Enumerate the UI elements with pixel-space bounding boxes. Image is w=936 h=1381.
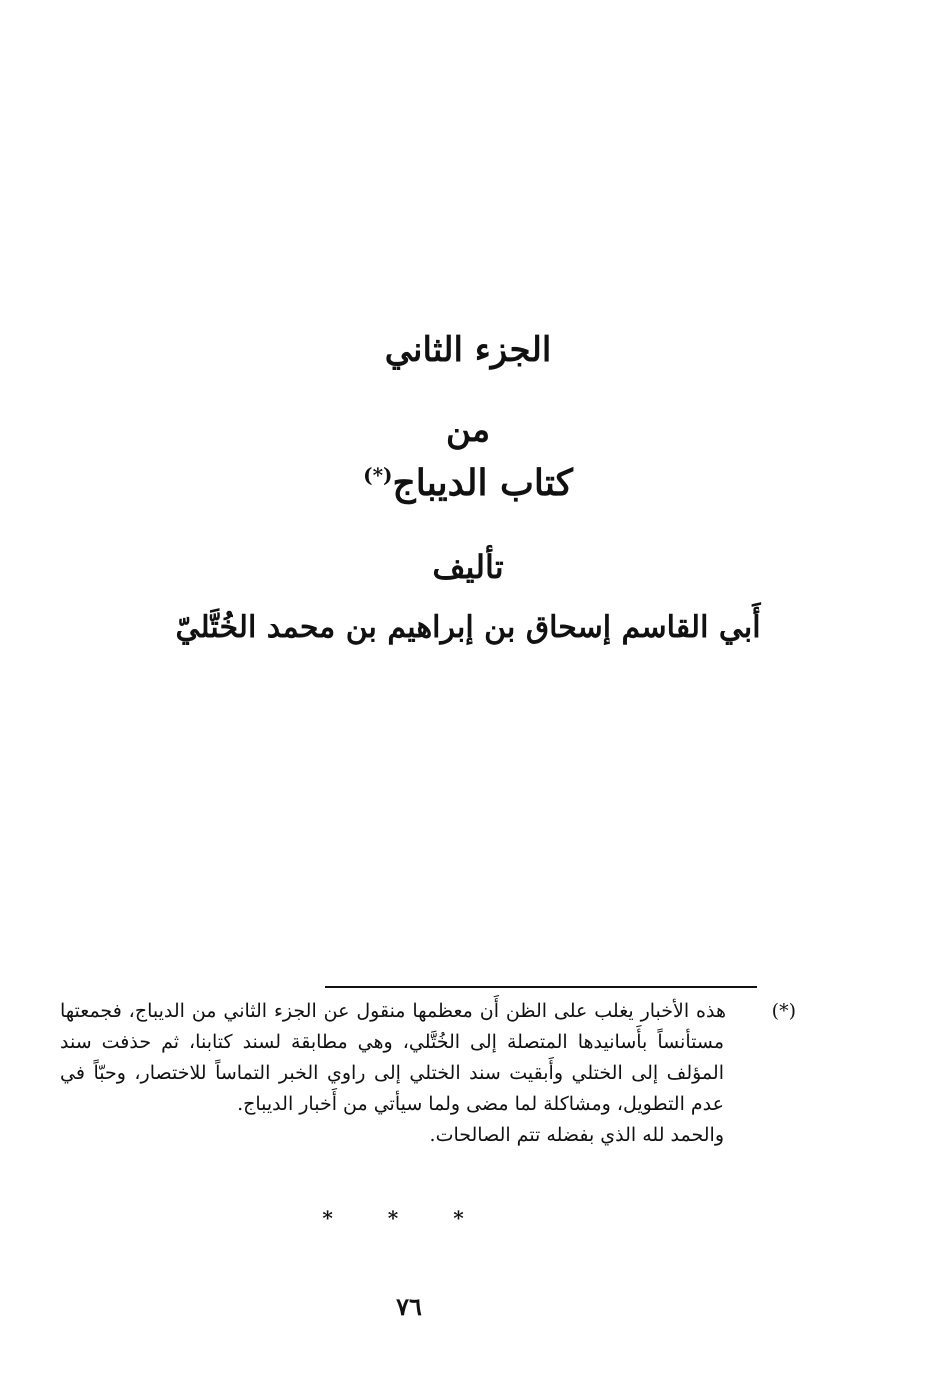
footnote-marker: (*) xyxy=(771,1000,796,1022)
author-name: أَبي القاسم إسحاق بن إبراهيم بن محمد الخُتَّليّ xyxy=(175,610,761,645)
section-separator: * * * xyxy=(322,1206,488,1230)
footnote-paragraph xyxy=(60,996,796,1120)
authorship-label: تأليف xyxy=(432,548,504,586)
footnote-divider xyxy=(325,986,757,988)
footnote-text: هذه الأخبار يغلب على الظن أَن معظمها منقول عن الجزء الثاني من الديباج، فجمعتها مستأنساً بأَسانيدها المتصلة إلى الخُتَّلي، وهي مطابقة لسند كتابنا، ثم حذفت سند المؤلف إلى الختلي وأَبقيت سند الختلي إلى راوي الخبر التماساً للاختصار، وحبّاً في عدم التطويل، ومشاكلة لما مضى ولما سيأتي من أَخبار الديباج. xyxy=(60,1000,726,1115)
book-title xyxy=(0,462,936,504)
part-title-from: من xyxy=(445,410,491,450)
page-number: ٧٦ xyxy=(396,1292,422,1321)
footnote-reference-marker: (*) xyxy=(363,463,393,487)
book-title-text: كتاب الديباج xyxy=(392,462,573,504)
footnote xyxy=(60,996,796,1151)
part-title: الجزء الثاني xyxy=(384,330,552,370)
footnote-closing: والحمد لله الذي بفضله تتم الصالحات. xyxy=(429,1124,724,1146)
